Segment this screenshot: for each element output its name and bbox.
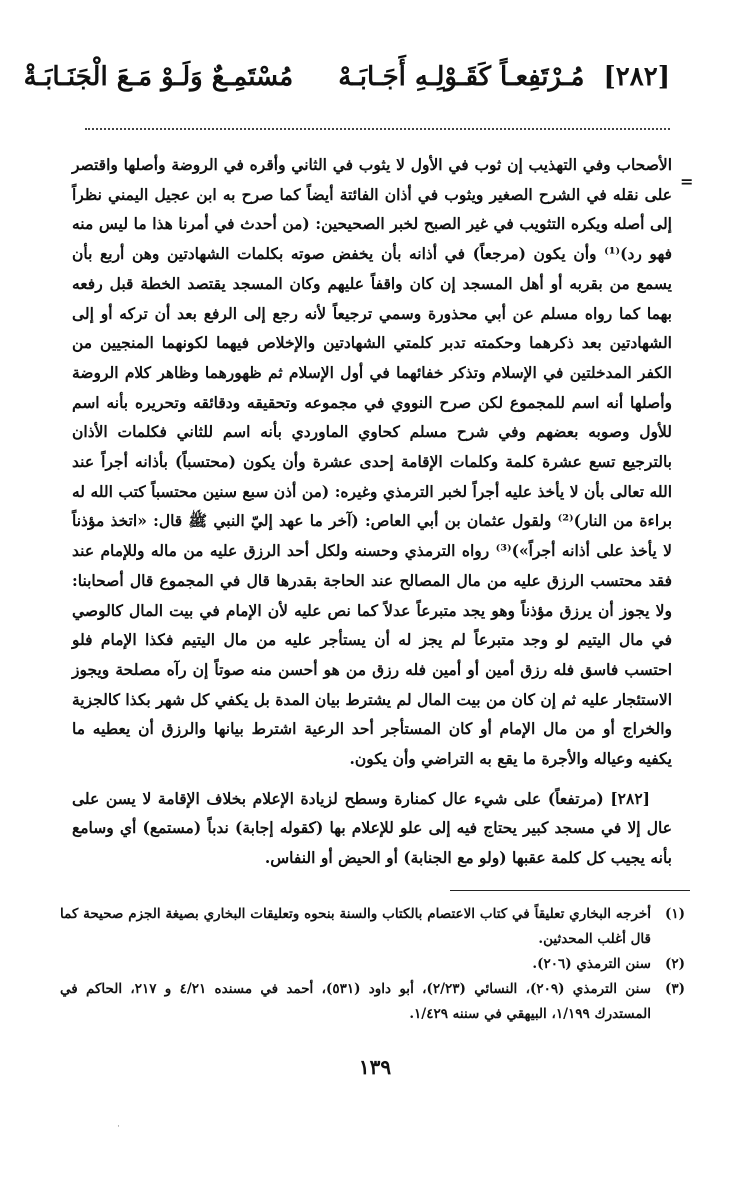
footnotes [60,902,685,1027]
footnote-text: سنن الترمذي (٢٠٦). [532,956,651,972]
footnote-number: (٣) [664,981,685,997]
footnote-3 [60,977,685,1027]
footnote-text: سنن الترمذي (٢٠٩)، النسائي (٢/٢٣)، أبو داود (٥٣١)، أحمد في مسنده ٤/٢١ و ٢١٧، الحاكم في المستدرك ١/١٩٩، البيهقي في سننه ١/٤٢٩. [60,981,651,1022]
footnote-rule [450,890,690,891]
commentary-paragraph-2: [٢٨٢] (مرتفعاً) على شيء عال كمنارة وسطح لزيادة الإعلام بخلاف الإقامة لا يسن على عال إلا في مسجد كبير يحتاج فيه إلى علو للإعلام بها (كقوله إجابة) ندباً (مستمع) أي وسامع بأنه يجيب كل كلمة عقبها (ولو مع الجنابة) أو الحيض أو النفاس. [72,788,672,868]
print-speck: ˙ [116,1125,121,1136]
verse-hemistich-1: مُـرْتَفِعـاً كَقَـوْلِـهِ أَجَـابَـهْ [338,62,585,92]
verse-number: [٢٨٢] [603,62,670,92]
commentary-paragraph-1: الأصحاب وفي التهذيب إن ثوب في الأول لا يثوب في الثاني وأقره في الروضة وأصلها واقتصر على نقله في الشرح الصغير ويثوب في أذان الفائتة أيضاً كما صرح به ابن عجيل اليمني نظراً إلى أصله ويكره التثويب في غير الصبح لخبر الصحيحين: (من أحدث في أمرنا هذا ما ليس منه فهو رد)⁽¹⁾ وأن يكون (مرجعاً) في أذانه بأن يخفض صوته بكلمات الشهادتين وهن أربع بأن يسمع من بقربه أو أهل المسجد إن كان واقفاً عليهم وكان المسجد يقتصد الخطة قبل رفعه بهما كما رواه مسلم عن أبي محذورة وسمي ترجيعاً لأنه رجع إلى الرفع بعد أن تركه أو إلى الشهادتين بعد ذكرهما وحكمته تدبر كلمتي الشهادتين والإخلاص فيهما لكونهما المنجيين من الكفر المدخلتين في الإسلام وتذكر خفائهما في أول الإسلام ثم ظهورهما وظاهر كلام الروضة وأصلها أنه اسم للمجموع لكن صرح النووي في مجموعه وتحقيقه ودقائقه وتحريره بأنه اسم للأول وصوبه بعضهم وفي شرح مسلم كحاوي الماوردي بأنه اسم للثاني فكلمات الأذان بالترجيع تسع عشرة كلمة وكلمات الإقامة إحدى عشرة وأن يكون (محتسباً) بأذانه أجراً عند الله تعالى بأن لا يأخذ عليه أجراً لخبر الترمذي وغيره: (من أذن سبع سنين محتسباً كتب الله له براءة من النار)⁽²⁾ ولقول عثمان بن أبي العاص: (آخر ما عهد إليّ النبي ﷺ قال: «اتخذ مؤذناً لا يأخذ على أذانه أجراً»)⁽³⁾ رواه الترمذي وحسنه ولكل أحد الرزق عليه من ماله وللإمام عند فقد محتسب الرزق عليه من مال المصالح عند الحاجة بقدرها قال في المجموع قال أصحابنا: ولا يجوز أن يرزق مؤذناً وهو يجد متبرعاً عدلاً كما نص عليه لأن الإمام في بيت المال كالوصي في مال اليتيم لو وجد متبرعاً لم يجز له أن يستأجر عليه من مال اليتيم فكذا الإمام فلو احتسب فاسق فله رزق أمين أو أمين فله رزق من هو أحسن منه صوتاً إن رآه مصلحة ويجوز الاستئجار عليه ثم إن كان من بيت المال لم يشترط بيان المدة بل يكفي كل شهر بكذا كالجزية والخراج أو من مال الإمام أو كان المستأجر أحد الرعية اشترط بيانها والرزق أن يعطيه ما يكفيه وعياله والأجرة ما يقع به التراضي وأن يكون. [72,155,673,769]
footnote-number: (١) [664,906,685,922]
footnote-2 [60,952,685,977]
commentary-body [72,150,672,873]
verse-header [23,62,670,92]
footnote-1 [60,902,685,952]
dotted-separator [85,128,670,130]
page-number: ١٣٩ [358,1055,392,1079]
footnote-number: (٢) [664,956,685,972]
verse-hemistich-2: مُسْتَمِـعٌ وَلَـوْ مَـعَ الْجَنَـابَـةْ [23,62,294,92]
continuation-mark: = [680,172,694,191]
footnote-text: أخرجه البخاري تعليقاً في كتاب الاعتصام بالكتاب والسنة بنحوه وتعليقات البخاري بصيغة الجزم صحيحة كما قال أغلب المحدثين. [60,906,651,947]
